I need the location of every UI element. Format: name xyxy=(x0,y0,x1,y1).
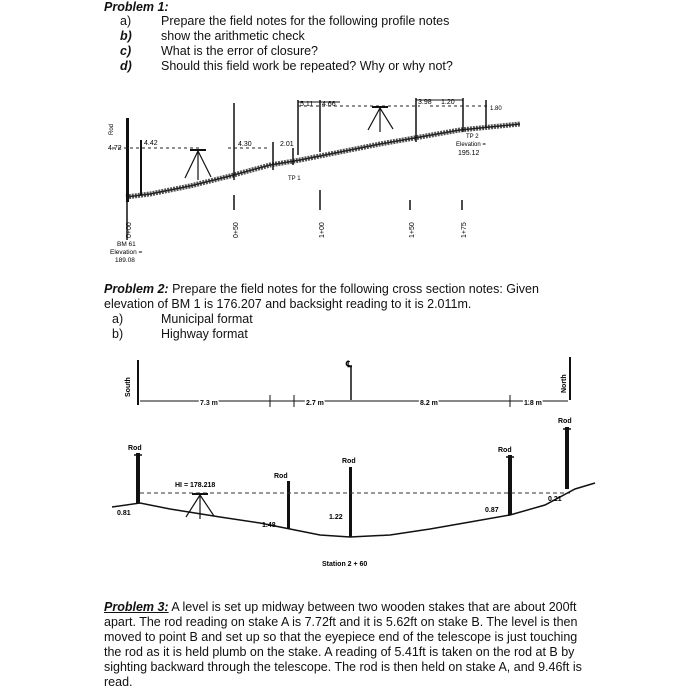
reading-0.81: 0.81 xyxy=(117,510,131,517)
rod-1 xyxy=(136,453,140,503)
cross-section-diagram xyxy=(0,345,677,585)
rod-label-5: Rod xyxy=(558,418,572,425)
problem2-title: Problem 2: xyxy=(104,282,169,296)
rod-0+00 xyxy=(126,118,129,240)
reading-1.22: 1.22 xyxy=(329,514,343,521)
rod-4 xyxy=(508,455,512,515)
reading-0.21: 0.21 xyxy=(548,496,562,503)
ground-profile xyxy=(126,124,520,197)
reading-5.11: 5.11 xyxy=(300,101,314,108)
south-label: South xyxy=(125,377,132,397)
north-label: North xyxy=(561,374,568,393)
item-text: show the arithmetic check xyxy=(161,29,305,43)
station-label: Station 2 + 60 xyxy=(322,561,368,568)
svg-text:℄: ℄ xyxy=(346,359,352,369)
problem3-line-4: the rod as it is held plumb on the stake. A reading of 5.41ft is taken on the rod at B by xyxy=(104,645,575,659)
bm-elevation-label: Elevation = xyxy=(110,249,143,256)
problem2-intro xyxy=(104,282,664,312)
rod-2 xyxy=(287,481,290,529)
problem3-line-1: A level is set up midway between two wooden stakes that are about 200ft xyxy=(168,600,577,614)
tp2-elevation: 195.12 xyxy=(458,150,480,157)
item-text: Should this field work be repeated? Why or why not? xyxy=(161,59,453,73)
reading-4.66: 4.66 xyxy=(322,101,336,108)
problem3-line-2: apart. The rod reading on stake A is 7.72ft and it is 5.62ft on stake B. The level is then xyxy=(104,615,578,629)
rod-5 xyxy=(565,427,569,489)
problem1-title: Problem 1: xyxy=(104,0,169,14)
tp1-label: TP 1 xyxy=(288,176,301,182)
problem2-text-line1: Prepare the field notes for the following cross section notes: Given xyxy=(168,282,539,296)
rod-label-3: Rod xyxy=(342,458,356,465)
item-text: Highway format xyxy=(161,327,248,341)
distance-1.8: 1.8 m xyxy=(524,400,542,407)
reading-4.72: 4.72 xyxy=(108,145,122,152)
bm-elevation: 189.08 xyxy=(115,257,135,264)
rod-label-4: Rod xyxy=(498,447,512,454)
distance-7.3: 7.3 m xyxy=(200,400,218,407)
reading-1.20: 1.20 xyxy=(441,99,455,106)
item-text: Municipal format xyxy=(161,312,253,326)
item-marker: c) xyxy=(120,44,132,58)
tp2-elevation-label: Elevation = xyxy=(456,142,486,148)
station-0+50: 0+50 xyxy=(233,222,240,238)
rod-label: Rod xyxy=(109,123,115,135)
tp2-label: TP 2 xyxy=(466,134,479,140)
problem3-title: Problem 3: xyxy=(104,600,169,614)
ground-profile xyxy=(112,483,595,537)
reading-0.87: 0.87 xyxy=(485,507,499,514)
item-marker: b) xyxy=(112,327,124,341)
rod-3 xyxy=(349,467,352,537)
problem3-paragraph xyxy=(104,600,664,690)
station-1+50: 1+50 xyxy=(409,222,416,238)
level-instrument-2 xyxy=(368,107,393,132)
item-marker: a) xyxy=(120,14,132,28)
station-0+00: 0+00 xyxy=(126,222,133,238)
reading-4.30: 4.30 xyxy=(238,141,252,148)
problem2-text-line2: elevation of BM 1 is 176.207 and backsight reading to it is 2.011m. xyxy=(104,297,472,311)
rod-label-1: Rod xyxy=(128,445,142,452)
reading-2.01: 2.01 xyxy=(280,141,294,148)
profile-level-diagram xyxy=(0,0,677,270)
station-1+75: 1+75 xyxy=(461,222,468,238)
item-text: What is the error of closure? xyxy=(161,44,319,58)
bm-label: BM 61 xyxy=(117,241,136,248)
reading-3.98: 3.98 xyxy=(418,99,432,106)
station-1+00: 1+00 xyxy=(319,222,326,238)
item-marker: b) xyxy=(120,29,132,43)
rod-label-2: Rod xyxy=(274,473,288,480)
hi-value: HI = 178.218 xyxy=(175,482,216,489)
distance-2.7: 2.7 m xyxy=(306,400,324,407)
item-marker: a) xyxy=(112,312,124,326)
distance-8.2: 8.2 m xyxy=(420,400,438,407)
item-text: Prepare the field notes for the following profile notes xyxy=(161,14,450,28)
problem3-line-5: sighting backward through the telescope. The rod is then held on stake A, and 9.46ft is xyxy=(104,660,582,674)
problem3-line-3: moved to point B and set up so that the eyepiece end of the telescope is just touching xyxy=(104,630,578,644)
problem3-line-6: read. xyxy=(104,675,133,689)
level-instrument-1 xyxy=(185,150,211,180)
reading-4.42: 4.42 xyxy=(144,140,158,147)
item-marker: d) xyxy=(120,59,132,73)
reading-1.80: 1.80 xyxy=(490,106,502,112)
reading-1.48: 1.48 xyxy=(262,522,276,529)
